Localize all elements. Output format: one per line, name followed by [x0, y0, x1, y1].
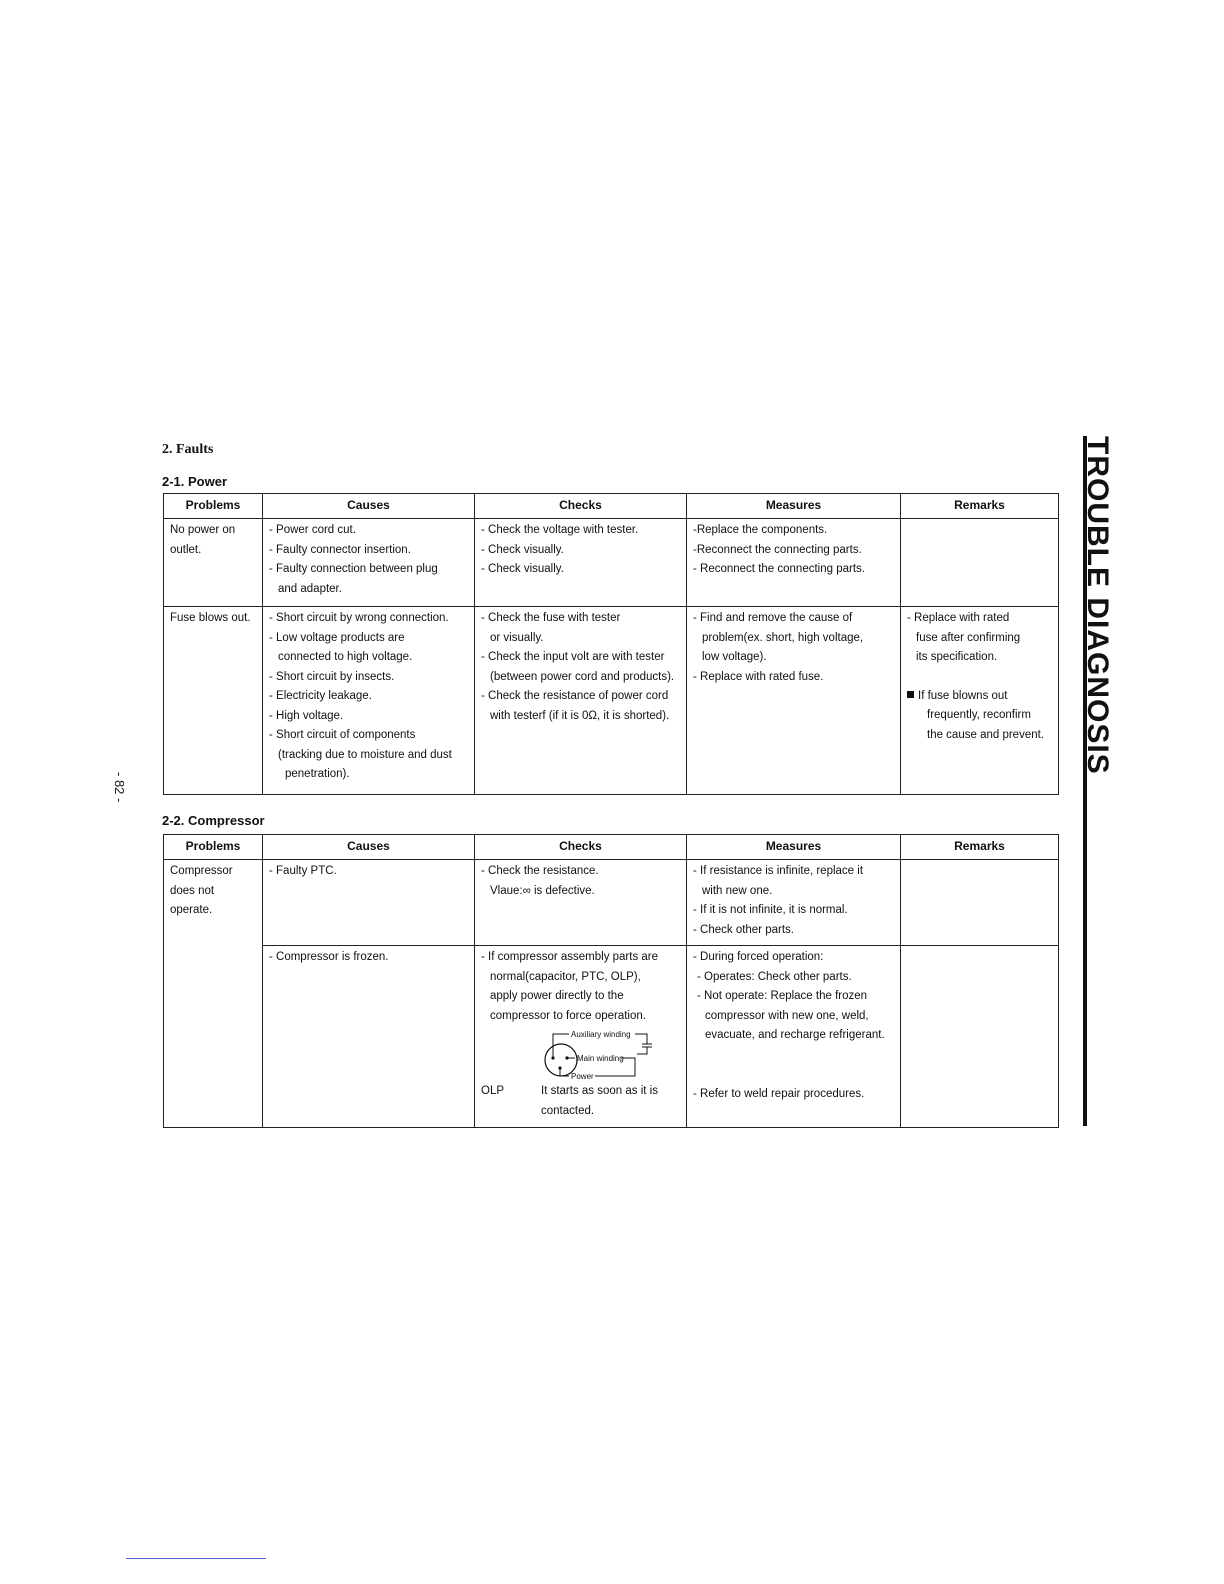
- olp-label: OLP: [481, 1085, 505, 1097]
- remarks-cell: [901, 860, 1059, 946]
- measure-line: low voltage).: [702, 651, 767, 663]
- check-line: - Check the voltage with tester.: [481, 524, 639, 536]
- measure-line: -Reconnect the connecting parts.: [693, 543, 862, 556]
- auxiliary-winding-label: Auxiliary winding: [571, 1030, 631, 1039]
- olp-line: It starts as soon as it is: [541, 1085, 658, 1097]
- olp-row: [481, 1082, 682, 1121]
- remarks-cell: [901, 519, 1059, 607]
- remark-line: - Replace with rated: [907, 612, 1010, 624]
- measure-line: - Operates: Check other parts.: [697, 970, 852, 983]
- check-line: with testerf (if it is 0Ω, it is shorted).: [490, 709, 670, 722]
- remark-line: fuse after confirming: [916, 631, 1021, 644]
- cause-line: and adapter.: [278, 582, 342, 595]
- measure-line: compressor with new one, weld,: [705, 1009, 869, 1022]
- check-line: normal(capacitor, PTC, OLP),: [490, 970, 641, 983]
- cause-line: connected to high voltage.: [278, 651, 413, 663]
- problem-line: operate.: [170, 904, 213, 916]
- remark-note-line: frequently, reconfirm: [927, 709, 1031, 721]
- cause-line: - Power cord cut.: [269, 524, 356, 536]
- checks-cell: [475, 607, 687, 795]
- measures-cell: [687, 607, 901, 795]
- cause-line: penetration).: [285, 768, 350, 780]
- measure-line: evacuate, and recharge refrigerant.: [705, 1029, 885, 1041]
- check-line: apply power directly to the: [490, 990, 624, 1002]
- checks-cell: [475, 519, 687, 607]
- measures-cell: [687, 860, 901, 946]
- problem-line: Compressor: [170, 865, 233, 877]
- side-tab-label: TROUBLE DIAGNOSIS: [1081, 435, 1114, 775]
- check-line: - Check the fuse with tester: [481, 612, 621, 624]
- problem-cell: [164, 860, 263, 1128]
- table-row: [164, 607, 1059, 795]
- cause-line: - Short circuit of components: [269, 729, 416, 741]
- cause-line: - Short circuit by insects.: [269, 670, 395, 683]
- measure-line: - Not operate: Replace the frozen: [697, 990, 868, 1002]
- cause-line: - Short circuit by wrong connection.: [269, 612, 449, 624]
- measure-line: - Refer to weld repair procedures.: [693, 1087, 865, 1100]
- cause-line: - Electricity leakage.: [269, 690, 372, 702]
- measure-line: - Reconnect the connecting parts.: [693, 563, 865, 575]
- header-causes: Causes: [263, 835, 475, 860]
- remark-note-text: If fuse blowns out: [918, 689, 1008, 702]
- causes-cell: [263, 860, 475, 946]
- compressor-title: 2-2. Compressor: [162, 813, 265, 828]
- power-table: [163, 493, 1059, 795]
- problem-line: outlet.: [170, 543, 202, 556]
- check-line: - If compressor assembly parts are: [481, 951, 659, 963]
- table-row: [164, 946, 1059, 1128]
- causes-cell: [263, 607, 475, 795]
- problem-cell: [164, 607, 263, 795]
- power-header-row: [164, 494, 1059, 519]
- cause-line: - Compressor is frozen.: [269, 951, 389, 963]
- measure-line: - If resistance is infinite, replace it: [693, 865, 864, 877]
- power-title: 2-1. Power: [162, 474, 228, 489]
- header-measures: Measures: [687, 835, 901, 860]
- check-line: compressor to force operation.: [490, 1009, 646, 1022]
- causes-cell: [263, 946, 475, 1128]
- measure-line: - Replace with rated fuse.: [693, 670, 824, 683]
- measure-line: -Replace the components.: [693, 524, 828, 536]
- cause-line: - Faulty connection between plug: [269, 563, 438, 575]
- footer-line: [126, 1558, 266, 1559]
- cause-line: - Faulty PTC.: [269, 865, 337, 877]
- measure-line: - Check other parts.: [693, 923, 794, 936]
- measure-line: - If it is not infinite, it is normal.: [693, 904, 848, 916]
- check-line: (between power cord and products).: [490, 670, 675, 683]
- check-line: or visually.: [490, 631, 544, 644]
- check-line: - Check the resistance.: [481, 865, 599, 877]
- remark-line: its specification.: [916, 651, 998, 663]
- check-line: - Check the resistance of power cord: [481, 690, 669, 702]
- cause-line: - High voltage.: [269, 709, 344, 722]
- measure-line: - Find and remove the cause of: [693, 612, 853, 624]
- compressor-header-row: [164, 835, 1059, 860]
- cause-line: - Faulty connector insertion.: [269, 543, 411, 556]
- olp-line: contacted.: [541, 1104, 595, 1117]
- page-number: - 82 -: [112, 772, 127, 803]
- causes-cell: [263, 519, 475, 607]
- table-row: [164, 519, 1059, 607]
- header-causes: Causes: [263, 494, 475, 519]
- remark-note-line: the cause and prevent.: [927, 728, 1044, 741]
- measures-cell: [687, 946, 901, 1128]
- side-tab: [1072, 435, 1122, 775]
- problem-line: No power on: [170, 524, 236, 536]
- header-checks: Checks: [475, 494, 687, 519]
- check-line: - Check visually.: [481, 563, 564, 575]
- cause-line: - Low voltage products are: [269, 631, 405, 644]
- checks-cell: [475, 860, 687, 946]
- measure-line: - During forced operation:: [693, 951, 824, 963]
- cause-line: (tracking due to moisture and dust: [278, 748, 452, 761]
- problem-cell: [164, 519, 263, 607]
- header-remarks: Remarks: [901, 835, 1059, 860]
- remarks-cell: [901, 946, 1059, 1128]
- check-line: - Check the input volt are with tester: [481, 651, 665, 663]
- header-problems: Problems: [164, 835, 263, 860]
- checks-cell: [475, 946, 687, 1128]
- check-line: Vlaue:∞ is defective.: [490, 884, 595, 897]
- header-remarks: Remarks: [901, 494, 1059, 519]
- measures-cell: [687, 519, 901, 607]
- problem-line: Fuse blows out.: [170, 612, 251, 624]
- header-problems: Problems: [164, 494, 263, 519]
- power-label: Power: [571, 1072, 594, 1081]
- measure-line: problem(ex. short, high voltage,: [702, 631, 864, 644]
- section-title: 2. Faults: [162, 442, 214, 457]
- remarks-cell: [901, 607, 1059, 795]
- compressor-wiring-diagram: [511, 1028, 661, 1082]
- main-winding-label: Main winding: [577, 1054, 624, 1063]
- table-row: [164, 860, 1059, 946]
- square-bullet-icon: [907, 691, 914, 698]
- header-measures: Measures: [687, 494, 901, 519]
- olp-text: [541, 1082, 658, 1121]
- remark-note-line: [907, 687, 1054, 707]
- check-line: - Check visually.: [481, 543, 564, 556]
- compressor-table: [163, 834, 1059, 1128]
- problem-line: does not: [170, 884, 215, 897]
- header-checks: Checks: [475, 835, 687, 860]
- measure-line: with new one.: [702, 884, 773, 897]
